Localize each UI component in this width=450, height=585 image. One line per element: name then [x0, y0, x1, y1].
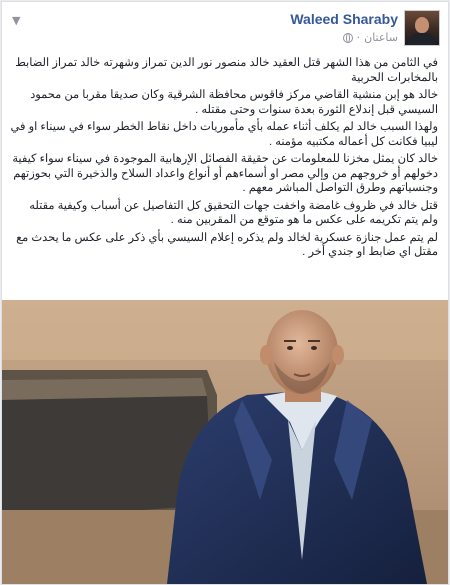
- post-body: [10, 56, 438, 263]
- meta-separator: ·: [356, 31, 361, 44]
- chevron-down-icon[interactable]: ▼: [12, 14, 21, 27]
- avatar-suit: [408, 33, 436, 46]
- post-timestamp[interactable]: ساعتان: [364, 31, 398, 44]
- avatar-face: [415, 17, 429, 33]
- globe-icon[interactable]: [343, 33, 353, 43]
- author-name[interactable]: Waleed Sharaby: [290, 11, 398, 27]
- author-avatar[interactable]: [404, 10, 440, 46]
- post-header: [2, 2, 448, 50]
- post-photo[interactable]: [2, 300, 448, 584]
- post-paragraph: خالد كان يمثل مخزنا للمعلومات عن حقيقة الفصائل الإرهابية الموجودة في سيناء سواء كيفية دخولهم أو خروجهم من وإلي مصر او أسماءهم أو أنواع واعداد السلاح والذخيرة التي بحوزتهم وجنسياتهم وطرق التواصل المباشر معهم .: [12, 153, 438, 194]
- post-paragraph: قتل خالد في ظروف غامضة واخفت جهات التحقيق كل التفاصيل عن أسباب وكيفية مقتله ولم يتم تكريمه على عكس ما هو متوقع من المقربين منه .: [29, 199, 438, 226]
- photo-image: [2, 300, 448, 584]
- post-paragraph: ولهذا السبب خالد لم يكلف أثناء عمله بأي مأموريات داخل نقاط الخطر سواء في سيناء او في ليبيا فكانت كل أعماله مكتبيه مؤمنه .: [10, 121, 438, 148]
- post-paragraph: خالد هو إبن منشية القاضي مركز فاقوس محافظة الشرقية وكان صديقا مقربا من محمود السيسي قبل إندلاع الثورة بعدة سنوات وحتى مقتله .: [30, 89, 438, 116]
- post-paragraph: لم يتم عمل جنازة عسكرية لخالد ولم يذكره إعلام السيسي بأي ذكر على عكس ما يحدث مع مقتل اي ضابط او جندي أخر .: [16, 231, 438, 258]
- post-card: [1, 1, 449, 585]
- post-paragraph: في الثامن من هذا الشهر قتل العقيد خالد منصور نور الدين تمراز وشهرته خالد تمراز الضابط بالمخابرات الحربية: [15, 57, 438, 84]
- post-meta: [343, 31, 398, 44]
